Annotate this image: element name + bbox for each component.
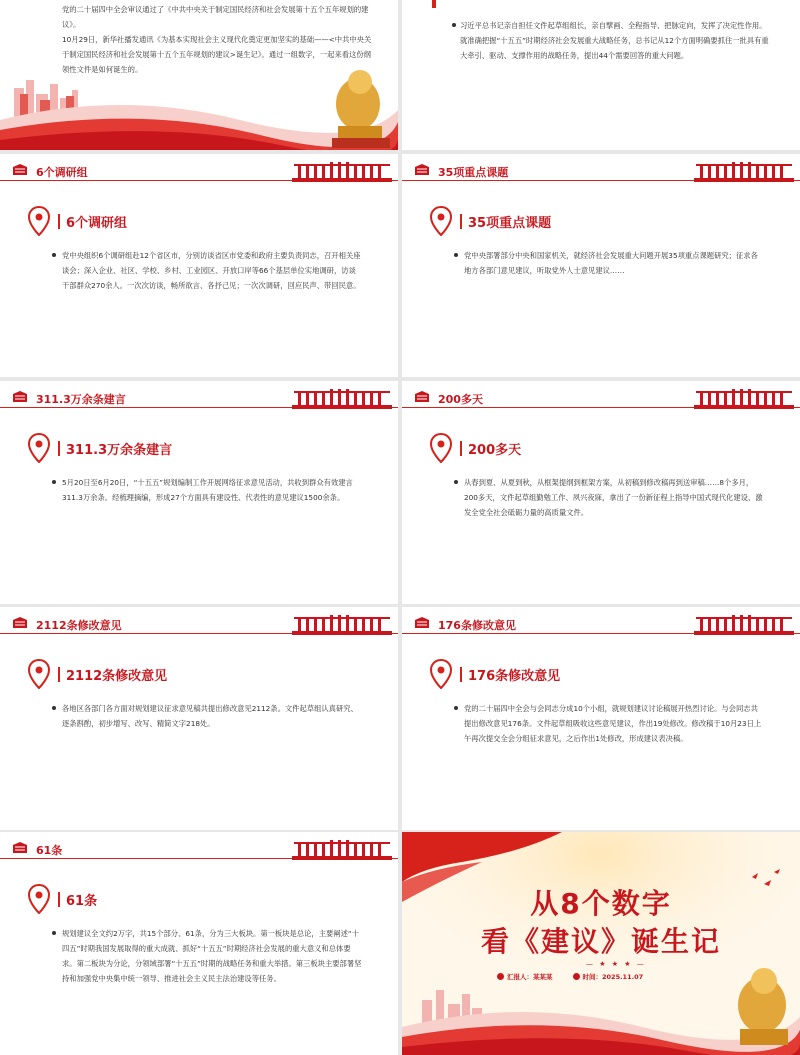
location-pin-icon — [28, 659, 50, 689]
cover-title-line-2: 看《建议》诞生记 — [480, 925, 721, 958]
header-title: 35项重点课题 — [438, 166, 509, 179]
slide-body-text: 党中央部署部分中央和国家机关，就经济社会发展重大问题开展35项重点课题研究；征求各地方各部门意见建议，听取党外人士意见建议…… — [464, 248, 764, 278]
great-hall-icon — [292, 611, 392, 635]
document-icon — [414, 390, 430, 404]
great-hall-icon — [694, 611, 794, 635]
great-hall-icon — [694, 385, 794, 409]
document-icon — [12, 390, 28, 404]
slide-subtitle: 2112条修改意见 — [66, 669, 168, 684]
slide-body-text: 党的二十届四中全会与会同志分成10个小组，就规划建议讨论稿展开热烈讨论。与会同志共提出修改意见176条。文件起草组吸收这些意见建议，作出19处修改。修改稿于10月23日上午再次提交全会分组征求意见，之后作出1处修改，形成建议表决稿。 — [464, 701, 764, 746]
intro-paragraph-2: 10月29日，新华社播发通讯《为基本实现社会主义现代化奠定更加坚实的基础——<中共中央关于制定国民经济和社会发展第十五个五年规划的建议>诞生记》。通过一组数字，一起来看这份纲领性文件是如何诞生的。 — [62, 35, 372, 74]
document-icon — [12, 163, 28, 177]
slide-body-text: 各地区各部门各方面对规划建议征求意见稿共提出修改意见2112条。文件起草组认真研究、逐条斟酌，初步增写、改写、精简文字218处。 — [62, 701, 362, 731]
cover-title-line-1: 从8个数字 — [530, 887, 672, 920]
clock-icon — [573, 973, 580, 980]
great-hall-icon — [292, 158, 392, 182]
slide-leadership — [402, 0, 800, 150]
great-hall-icon — [694, 158, 794, 182]
document-icon — [414, 163, 430, 177]
header-title: 61条 — [36, 844, 63, 857]
user-icon — [497, 973, 504, 980]
reporter-field — [497, 972, 553, 981]
great-hall-icon — [292, 385, 392, 409]
slide-2112-revisions — [0, 607, 398, 830]
slide-subtitle: 311.3万余条建言 — [66, 443, 173, 458]
slide-subtitle: 200多天 — [468, 443, 522, 458]
slide-subtitle: 176条修改意见 — [468, 669, 561, 684]
cover-meta — [497, 972, 643, 981]
location-pin-icon — [430, 433, 452, 463]
slide-body-text: 规划建议全文约2万字，共15个部分、61条，分为三大板块。第一板块是总论，主要阐述“十四五”时期我国发展取得的重大成就、抓好“十五五”时期经济社会发展的重大意义和总体要求。第二板块为分论，分领域部署“十五五”时期的战略任务和重大举措。第三板块主要部署坚持和加强党中央集中统一领导、推进社会主义民主法治建设等任务。 — [62, 926, 362, 986]
header-title: 311.3万余条建言 — [36, 393, 126, 406]
slide-body-text: 5月20日至6月20日，“十五五”规划编制工作开展网络征求意见活动，共收到群众有效建言311.3万余条。经梳理摘编，形成27个方面具有建设性、代表性的意见建议1500余条。 — [62, 475, 362, 505]
document-icon — [12, 841, 28, 855]
intro-paragraph-1: 党的二十届四中全会审议通过了《中共中央关于制定国民经济和社会发展第十五个五年规划的建议》。 — [62, 5, 369, 29]
slide-subtitle: 61条 — [66, 894, 98, 909]
slide-subtitle: 6个调研组 — [66, 216, 128, 231]
document-icon — [12, 616, 28, 630]
slide-body-text: 从春到夏、从夏到秋，从框架提纲到框架方案，从初稿到修改稿再到送审稿……8个多月，200多天，文件起草组勤勉工作、夙兴夜寐，拿出了一份新征程上指导中国式现代化建设、激发全党全社会砥砺力量的高质量文件。 — [464, 475, 764, 520]
header-title: 176条修改意见 — [438, 619, 516, 632]
header-title: 2112条修改意见 — [36, 619, 122, 632]
document-icon — [414, 616, 430, 630]
time-field — [573, 972, 644, 981]
reporter-label: 汇报人：某某某 — [507, 973, 553, 981]
location-pin-icon — [430, 659, 452, 689]
header-title: 200多天 — [438, 393, 483, 406]
city-skyline-waves-image — [0, 50, 398, 150]
slide-200-days — [402, 381, 800, 604]
location-pin-icon — [28, 206, 50, 236]
slide-intro — [0, 0, 398, 150]
slide-61-articles — [0, 832, 398, 1055]
slide-public-suggestions — [0, 381, 398, 604]
location-pin-icon — [28, 884, 50, 914]
slide-title-cover — [402, 832, 800, 1055]
star-divider-icon: — ★ ★ ★ — — [586, 960, 646, 968]
slide-key-topics — [402, 154, 800, 377]
leadership-text: 习近平总书记亲自担任文件起草组组长，亲自擘画、全程指导、把脉定向，发挥了决定性作用。就准确把握“十五五”时期经济社会发展重大战略任务，总书记从12个方面明确要抓住一批具有重大牵引、驱动、支撑作用的战略任务，提出44个需要回答的重大问题。 — [460, 18, 770, 63]
location-pin-icon — [430, 206, 452, 236]
slide-research-groups — [0, 154, 398, 377]
great-hall-icon — [292, 836, 392, 860]
slide-176-revisions — [402, 607, 800, 830]
slide-body-text: 党中央组织6个调研组赴12个省区市，分别访谈省区市党委和政府主要负责同志，召开相关座谈会；深入企业、社区、学校、乡村、工业园区、开放口岸等66个基层单位实地调研，访谈干部群众270余人。一次次访谈，畅所欲言、各抒己见；一次次调研，回应民声、带回民意。 — [62, 248, 362, 293]
slide-subtitle: 35项重点课题 — [468, 216, 552, 231]
header-title: 6个调研组 — [36, 166, 88, 179]
location-pin-icon — [28, 433, 50, 463]
time-label: 时间：2025.11.07 — [582, 973, 644, 981]
